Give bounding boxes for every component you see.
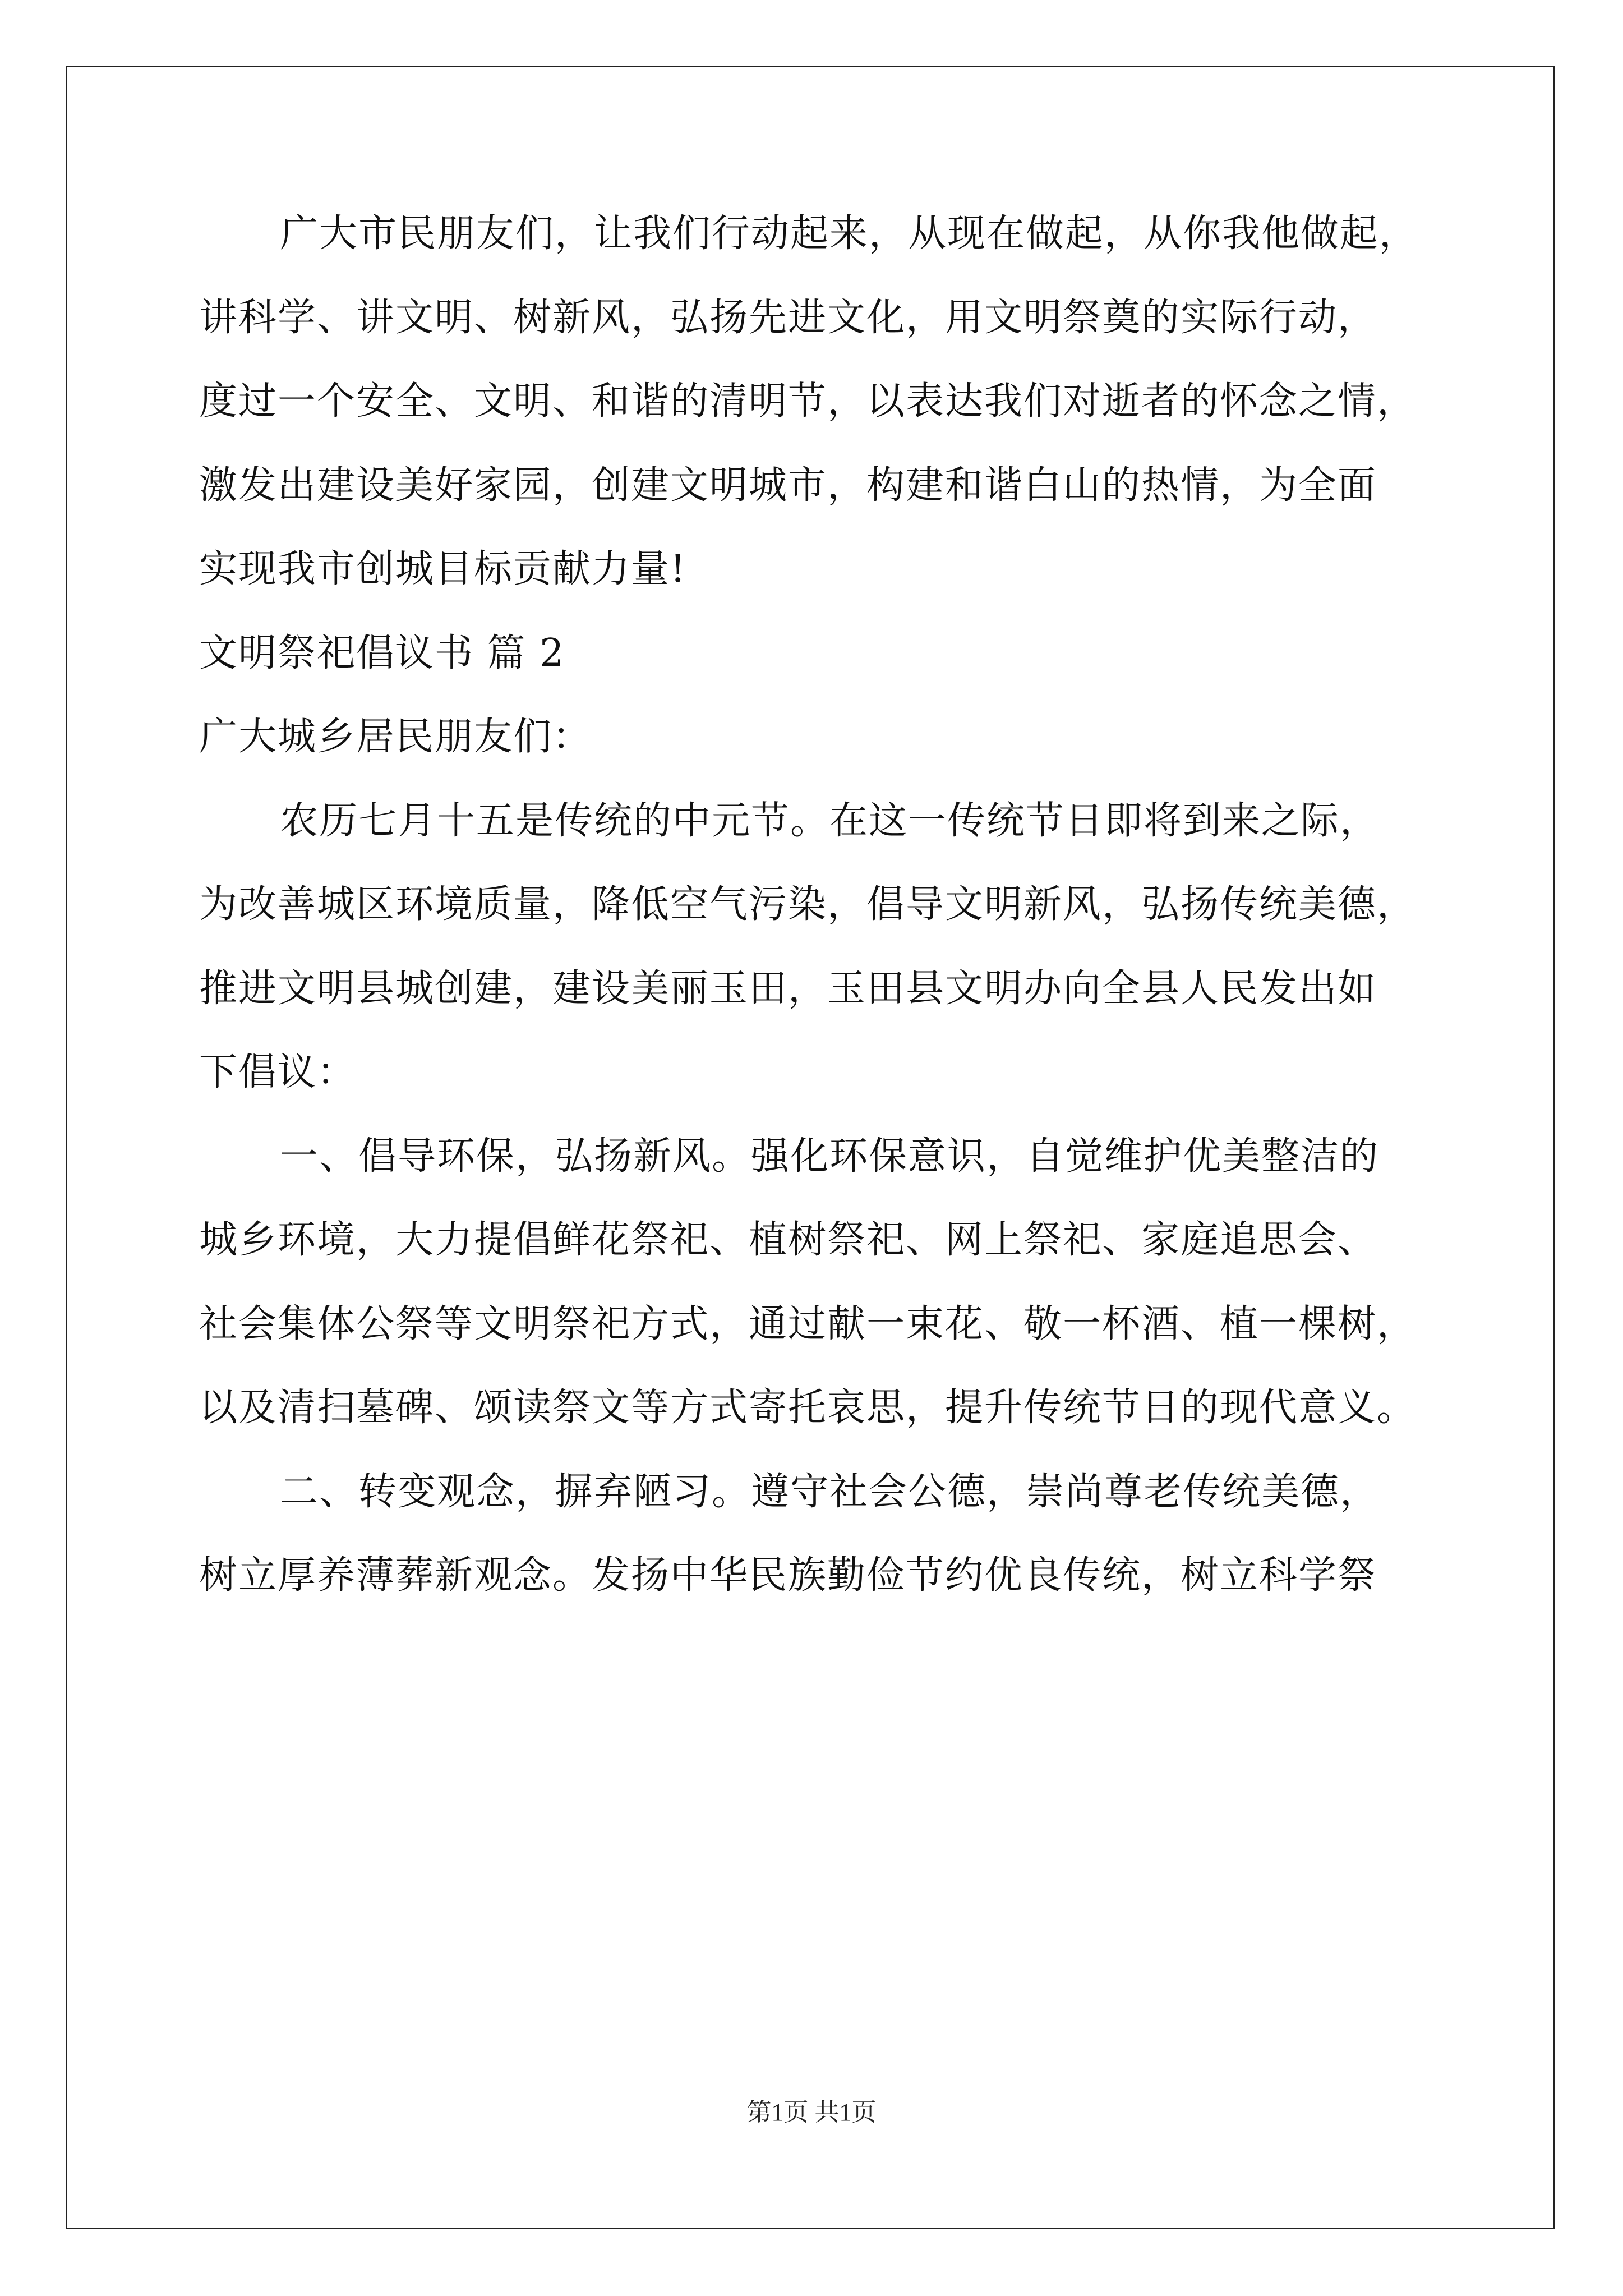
paragraph-line: 一、倡导环保，弘扬新风。强化环保意识，自觉维护优美整洁的 [280, 1134, 1380, 1179]
paragraph-line: 农历七月十五是传统的中元节。在这一传统节日即将到来之际， [280, 799, 1380, 843]
paragraph-line: 社会集体公祭等文明祭祀方式，通过献一束花、敬一杯酒、植一棵树， [199, 1302, 1417, 1346]
paragraph-line: 以及清扫墓碑、颂读祭文等方式寄托哀思，提升传统节日的现代意义。 [199, 1386, 1417, 1430]
paragraph-line: 下倡议： [199, 1050, 357, 1094]
paragraph-line: 树立厚养薄葬新观念。发扬中华民族勤俭节约优良传统，树立科学祭 [199, 1553, 1377, 1598]
paragraph-line: 为改善城区环境质量，降低空气污染，倡导文明新风，弘扬传统美德， [199, 882, 1417, 927]
paragraph-line: 实现我市创城目标贡献力量! [199, 547, 687, 591]
paragraph-line: 度过一个安全、文明、和谐的清明节，以表达我们对逝者的怀念之情， [199, 379, 1417, 424]
paragraph-line: 讲科学、讲文明、树新风，弘扬先进文化，用文明祭奠的实际行动， [199, 296, 1377, 340]
page-number-footer: 第1页 共1页 [746, 2099, 877, 2126]
paragraph-line: 二、转变观念，摒弃陋习。遵守社会公德，崇尚尊老传统美德， [280, 1470, 1380, 1514]
paragraph-line: 广大市民朋友们，让我们行动起来，从现在做起，从你我他做起， [280, 211, 1419, 256]
paragraph-line: 城乡环境，大力提倡鲜花祭祀、植树祭祀、网上祭祀、家庭追思会、 [199, 1218, 1377, 1262]
paragraph-line: 推进文明县城创建，建设美丽玉田，玉田县文明办向全县人民发出如 [199, 967, 1377, 1011]
salutation: 广大城乡居民朋友们： [199, 715, 592, 759]
paragraph-line: 激发出建设美好家园，创建文明城市，构建和谐白山的热情，为全面 [199, 463, 1377, 508]
section-heading: 文明祭祀倡议书 篇 2 [199, 631, 565, 675]
